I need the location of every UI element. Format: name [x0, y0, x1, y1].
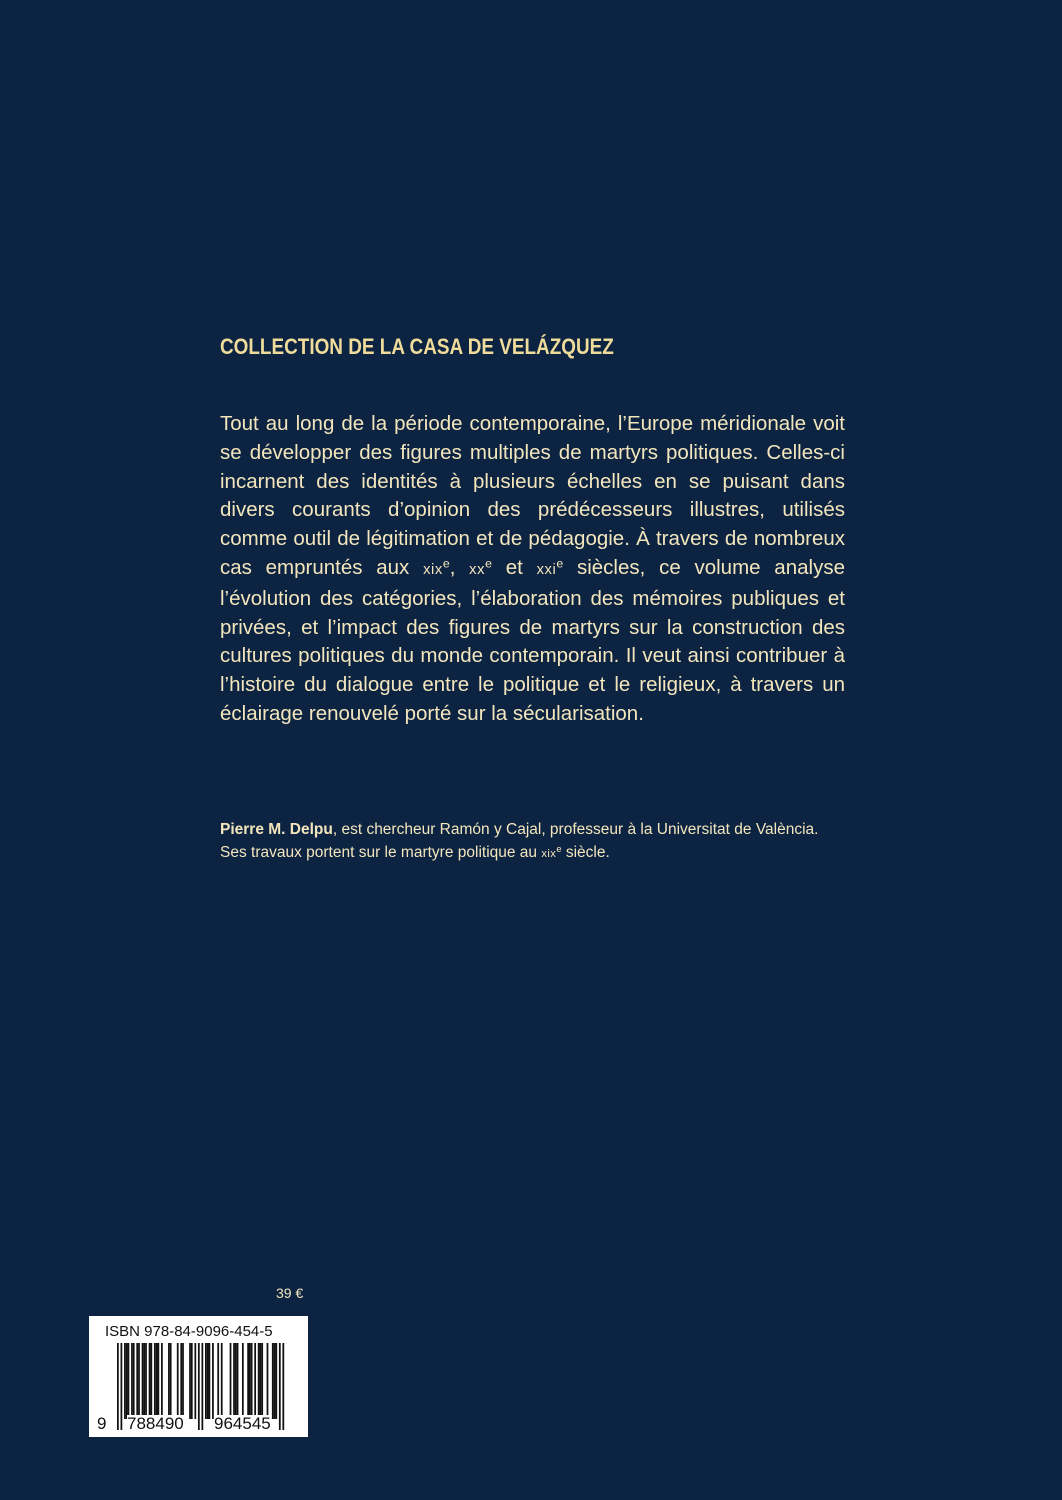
collection-title: COLLECTION DE LA CASA DE VELÁZQUEZ [220, 334, 614, 359]
barcode-right-group: 964545 [214, 1414, 271, 1433]
barcode-bar [198, 1343, 200, 1430]
barcode-bar [189, 1343, 191, 1419]
barcode-bar [191, 1343, 193, 1419]
barcode-bar [261, 1343, 263, 1419]
superscript-e: e [485, 556, 492, 571]
barcode-bar [128, 1343, 130, 1419]
century-xx: xx [469, 561, 486, 578]
barcode-bar [254, 1343, 256, 1419]
barcode-bar [282, 1343, 284, 1430]
barcode-bar [272, 1343, 274, 1419]
barcode-bar [260, 1343, 262, 1419]
barcode-bar [233, 1343, 235, 1419]
superscript-e: e [442, 556, 450, 571]
barcode-bar [121, 1343, 123, 1430]
barcode-bar [251, 1343, 253, 1419]
barcode-left-group: 788490 [127, 1414, 184, 1433]
author-name: Pierre M. Delpu [220, 821, 333, 838]
barcode-bar [237, 1343, 239, 1419]
barcode-panel [89, 1316, 308, 1437]
century-xxi: xxi [536, 561, 557, 578]
blurb-part-1: Tout au long de la période contemporaine, l’Europe méridionale voit se développer des figures multiples de martyrs politiques. Celles-ci incarnent des identités à plusieurs échelles en se puisant dans divers courants d’opinion des prédécesseurs illustres, utilisés comme outil de légitimation et de pédagogie. À travers de nombreux cas empruntés aux [220, 412, 845, 579]
barcode-bar [161, 1343, 163, 1419]
barcode-bar [133, 1343, 135, 1419]
barcode-bar [235, 1343, 237, 1419]
barcode-bar [143, 1343, 145, 1419]
blurb-part-2: siècles, ce volume analyse l’évolution des catégories, l’élaboration des mémoires publiques et privées, et l’impact des figures de martyrs sur la construction des cultures politiques du monde contemporain. Il veut ainsi contribuer à l’histoire du dialogue entre le politique et le religieux, à travers un éclairage renouvelé porté sur la sécularisation. [220, 555, 845, 725]
barcode-first-digit: 9 [97, 1414, 107, 1433]
barcode-bar [217, 1343, 219, 1419]
barcode-bar [274, 1343, 276, 1419]
barcode-bar [149, 1343, 151, 1419]
barcode-bar [267, 1343, 269, 1419]
barcode-bar [258, 1343, 260, 1419]
barcode-bar [136, 1343, 138, 1419]
author-bio-part-1: , est chercheur Ramón y Cajal, professeur à la Universitat de València. Ses travaux portent sur le martyre politique au [220, 821, 819, 861]
barcode-bar [150, 1343, 152, 1419]
barcode-bars [89, 1316, 308, 1437]
isbn-label: ISBN 978-84-9096-454-5 [105, 1323, 273, 1340]
barcode-bar [230, 1343, 232, 1419]
barcode-bar [247, 1343, 249, 1419]
author-bio-part-2: siècle. [561, 844, 610, 861]
century-xix: xix [423, 561, 443, 578]
barcode-bar [194, 1343, 196, 1419]
barcode-bar [182, 1343, 184, 1419]
barcode-bar [170, 1343, 172, 1419]
barcode-bar [275, 1343, 277, 1419]
author-superscript-e: e [556, 843, 562, 854]
barcode-bar [157, 1343, 159, 1419]
barcode-bar [131, 1343, 133, 1419]
barcode-bar [142, 1343, 144, 1419]
barcode-bar [138, 1343, 140, 1419]
barcode-bar [242, 1343, 244, 1419]
separator-comma: , [449, 555, 470, 579]
author-century-xix: xix [541, 848, 557, 860]
superscript-e: e [556, 556, 564, 571]
barcode-bar [221, 1343, 223, 1419]
barcode-bar [212, 1343, 214, 1419]
barcode-bar [207, 1343, 209, 1419]
barcode-bar [126, 1343, 128, 1419]
barcode-bar [124, 1343, 126, 1419]
barcode-bar [117, 1343, 119, 1430]
barcode-bar [279, 1343, 281, 1430]
barcode-bar [156, 1343, 158, 1419]
barcode-bar [249, 1343, 251, 1419]
barcode-bar [205, 1343, 207, 1419]
separator-et: et [491, 555, 537, 579]
barcode-bar [154, 1343, 156, 1419]
barcode-bar [177, 1343, 179, 1419]
barcode-bar [168, 1343, 170, 1419]
barcode-bar [180, 1343, 182, 1419]
barcode-bar [145, 1343, 147, 1419]
blurb-text [220, 410, 845, 729]
barcode-bar [209, 1343, 211, 1419]
author-bio [220, 818, 845, 866]
barcode-bar [201, 1343, 203, 1430]
price-label: 39 € [276, 1285, 304, 1301]
